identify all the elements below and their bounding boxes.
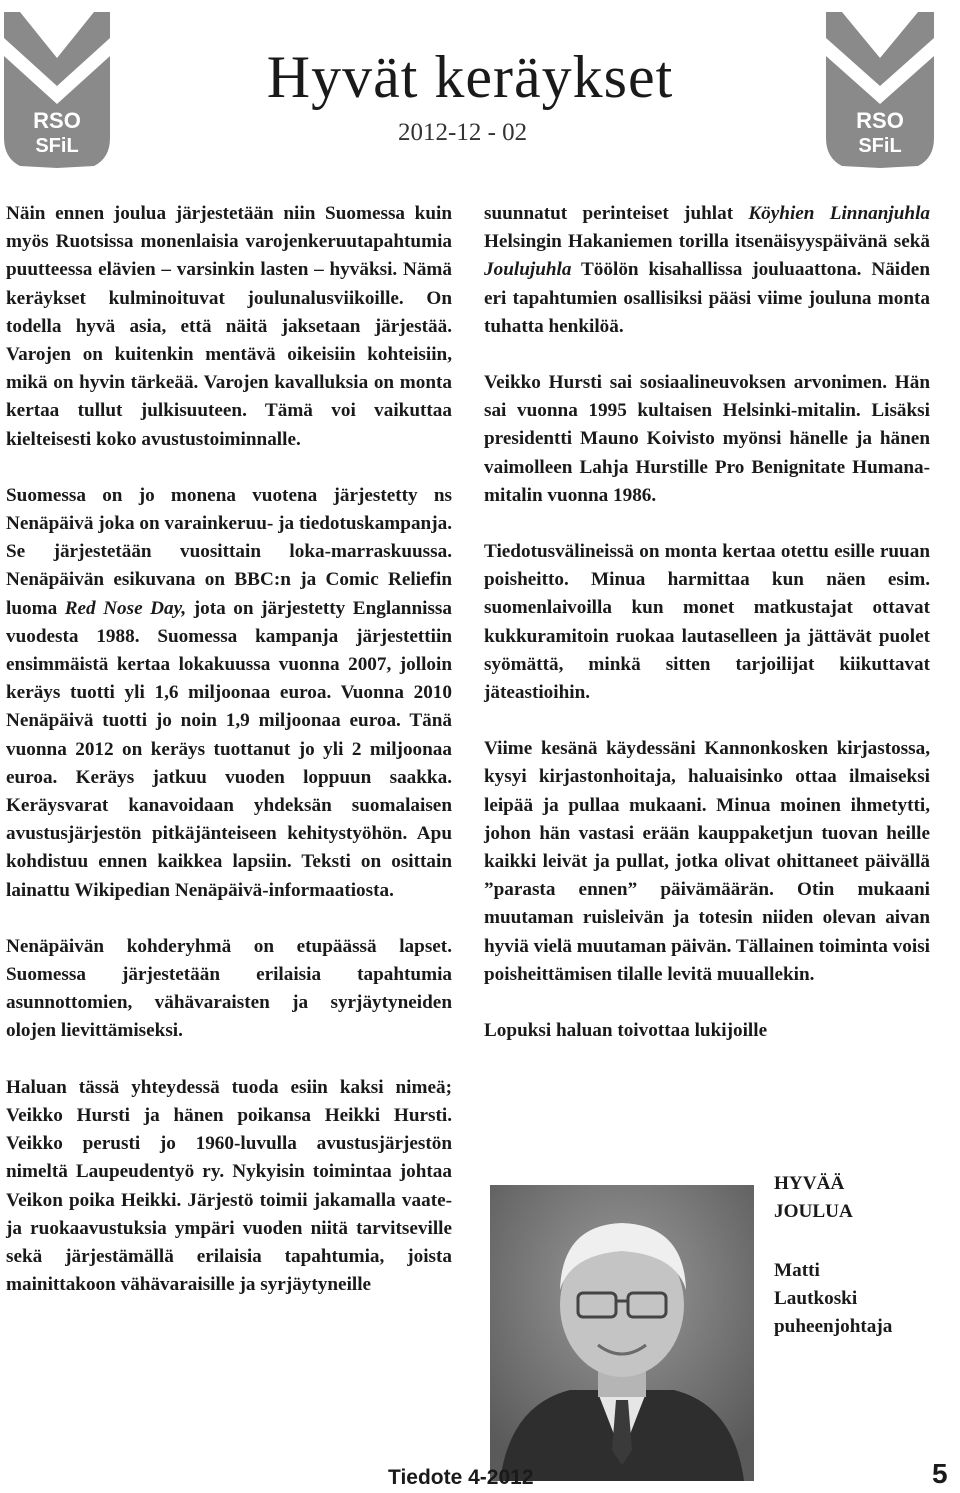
left-column	[6, 200, 452, 1299]
portrait-illustration	[490, 1185, 754, 1481]
right-paragraph-1-part-c: Töölön kisahallissa jouluaattona. Näiden eri tapahtumien osallisiksi pääsi viime jouluna monta tuhatta henkilöä.	[484, 259, 930, 337]
logo-left-line2: SFiL	[35, 135, 79, 157]
left-paragraph-4: Haluan tässä yhteydessä tuoda esiin kaksi nimeä; Veikko Hursti ja hänen poikansa Heikki Hursti. Veikko perusti jo 1960-luvulla avustusjärjestön nimeltä Laupeudentyö ry. Nykyisin toimintaa johtaa Veikon poika Heikki. Järjestö toimii jakamalla vaate- ja ruokaavustuksia ympäri vuoden niitä tarvitseville sekä järjestämällä erilaisia tapahtumia, joista mainittakoon vähävaraisille ja syrjäytyneille	[6, 1076, 452, 1296]
right-paragraph-5: Lopuksi haluan toivottaa lukijoille	[484, 1020, 768, 1042]
logo-left-line1: RSO	[33, 108, 81, 133]
logo-right-line2: SFiL	[858, 135, 902, 157]
holiday-greeting	[774, 1170, 853, 1226]
left-paragraph-2	[6, 482, 452, 905]
signer-role: puheenjohtaja	[774, 1316, 893, 1338]
logo-right-line1: RSO	[856, 108, 904, 133]
left-paragraph-1: Näin ennen joulua järjestetään niin Suomessa kuin myös Ruotsissa monenlaisia varojenkeruutapahtumia puutteessa elävien – varsinkin lasten – hyväksi. Nämä keräykset kulminoituvat joulunalusviikoille. On todella hyvä asia, että näitä jaksetaan järjestää. Varojen on kuitenkin mentävä oikeisiin kohteisiin, mikä on hyvin tärkeää. Varojen kavalluksia on monta kertaa tullut julkisuuteen. Tämä voi vaikuttaa kielteisesti koko avustustoiminnalle.	[6, 203, 452, 450]
right-paragraph-3: Tiedotusvälineissä on monta kertaa otettu esille ruuan poisheitto. Minua harmittaa kun näen esim. suomenlaivoilla kun monet matkustajat ottavat kukkuramitoin ruokaa lautaselleen ja jättävät puolet syömättä, minkä sitten tarjoilijat kiikuttavat jäteastioihin.	[484, 541, 930, 704]
page-number: 5	[932, 1458, 948, 1489]
signature-block	[774, 1257, 892, 1342]
signer-last-name: Lautkoski	[774, 1288, 858, 1310]
article-date: 2012-12 - 02	[398, 119, 528, 146]
author-portrait-photo	[490, 1185, 754, 1481]
publication-footer: Tiedote 4-2012	[388, 1466, 534, 1489]
right-paragraph-2: Veikko Hursti sai sosiaalineuvoksen arvonimen. Hän sai vuonna 1995 kultaisen Helsinki-mitalin. Lisäksi presidentti Mauno Koivisto myönsi hänelle ja hänen vaimolleen Lahja Hurstille Pro Benignitate Humana-mitalin vuonna 1986.	[484, 372, 930, 506]
left-paragraph-3: Nenäpäivän kohderyhmä on etupäässä lapset. Suomessa järjestetään erilaisia tapahtumia asunnottomien, vähävaraisten ja syrjäytyneiden olojen lievittämiseksi.	[6, 935, 452, 1042]
right-paragraph-1-emphasis-1: Köyhien Linnanjuhla	[748, 203, 930, 224]
right-column	[484, 200, 930, 1045]
left-paragraph-2-emphasis: Red Nose Day,	[64, 597, 187, 619]
right-paragraph-1-part-b: Helsingin Hakaniemen torilla itsenäisyyspäivänä sekä	[484, 231, 930, 253]
page-title: Hyvät keräykset	[266, 44, 674, 110]
left-paragraph-2-part-b: jota on järjestetty Englannissa vuodesta 1988. Suomessa kampanja järjestettiin ensimmäistä kertaa lokakuussa vuonna 2007, jolloin keräys tuotti yli 1,6 miljoonaa euroa. Vuonna 2010 Nenäpäivä tuotti jo noin 1,9 miljoonaa euroa. Tänä vuonna 2012 on keräys tuottanut jo yli 2 miljoonaa euroa. Keräys jatkuu vuoden loppuun saakka. Keräysvarat kanavoidaan yhdeksän suomalaisen avustusjärjestön pitkäjänteiseen kehitystyöhön. Apu kohdistuu ennen kaikkea lapsiin. Teksti on osittain lainattu Wikipedian Nenäpäivä-informaatiosta.	[6, 597, 452, 901]
right-paragraph-1-part-a: suunnatut perinteiset juhlat	[484, 203, 749, 224]
right-paragraph-1	[484, 200, 930, 341]
greeting-line-2: JOULUA	[774, 1201, 853, 1223]
signer-first-name: Matti	[774, 1260, 820, 1281]
right-paragraph-4: Viime kesänä käydessäni Kannonkosken kirjastossa, kysyi kirjastonhoitaja, haluaisinko ottaa ilmaiseksi leipää ja pullaa mukaani. Minua moinen ihmetytti, johon hän vastasi erään kauppaketjun tuovan heille kaikki leivät ja pullat, jotka olivat ohittaneet päivällä ”parasta ennen” päivämäärän. Otin mukaani muutaman ruisleivän ja totesin niiden olevan aivan hyviä vielä muutaman päivän. Tällainen toiminta voisi poisheittämisen tilalle levitä muuallekin.	[484, 738, 930, 985]
left-paragraph-2-part-a: Suomessa on jo monena vuotena järjestetty ns Nenäpäivä joka on varainkeruu- ja tiedotuskampanja. Se järjestetään vuosittain loka-marraskuussa. Nenäpäivän esikuvana on BBC:n ja Comic Reliefin luoma	[6, 484, 452, 619]
right-paragraph-1-emphasis-2: Joulujuhla	[484, 259, 572, 281]
greeting-line-1: HYVÄÄ	[774, 1173, 845, 1194]
